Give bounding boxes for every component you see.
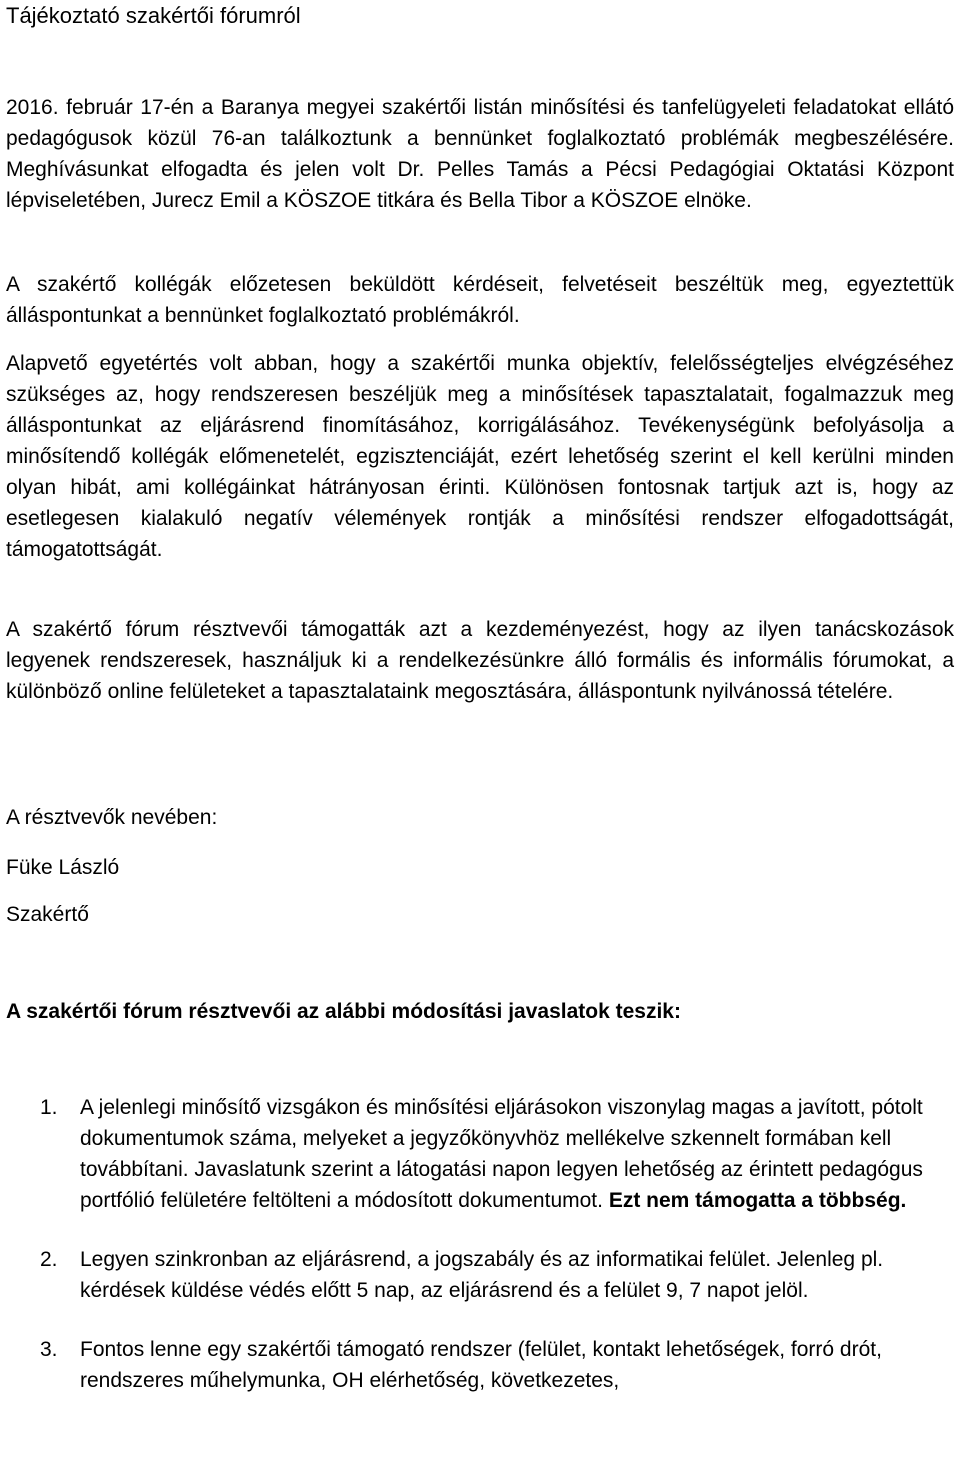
proposal-number: 1. [40,1096,58,1119]
proposals-list [6,1092,954,1396]
proposal-text: Fontos lenne egy szakértői támogató rendszer (felület, kontakt lehetőségek, forró drót, rendszeres műhelymunka, OH elérhetőség, következetes, [80,1338,882,1392]
intro-paragraph: 2016. február 17-én a Baranya megyei szakértői listán minősítési és tanfelügyeleti feladatokat ellátó pedagógusok közül 76-an találkoztunk a bennünket foglalkoztató problémák megbeszélésére. Meghívásunkat elfogadta és jelen volt Dr. Pelles Tamás a Pécsi Pedagógiai Oktatási Központ lépviseletében, Jurecz Emil a KÖSZOE titkára és Bella Tibor a KÖSZOE elnöke. [6,96,954,212]
proposals-heading: A szakértői fórum résztvevői az alábbi módosítási javaslatok teszik: [6,1000,681,1023]
proposal-note: Ezt nem támogatta a többség. [608,1189,907,1212]
proposal-text: A jelenlegi minősítő vizsgákon és minősítési eljárásokon viszonylag magas a javított, pótolt dokumentumok száma, melyeket a jegyzőkönyvhöz mellékelve szkennelt formában kell továbbítani. Javaslatunk szerint a látogatási napon legyen lehetőség az érintett pedagógus portfólió felületére feltölteni a módosított dokumentumot. [80,1096,923,1212]
signature-intro: A résztvevők nevében: [6,806,218,829]
proposal-number: 2. [40,1248,58,1271]
forum-support-paragraph: A szakértő fórum résztvevői támogatták azt a kezdeményezést, hogy az ilyen tanácskozások legyenek rendszeresek, használjuk ki a rendelkezésünkre álló formális és informális fórumokat, a különböző online felületeket a tapasztalataink megosztására, álláspontunk nyilvánossá tételére. [6,618,954,703]
proposal-item [6,1334,954,1396]
discussion-paragraph: A szakértő kollégák előzetesen beküldött kérdéseit, felvetéseit beszéltük meg, egyeztettük álláspontunkat a bennünket foglalkoztató problémákról. [6,273,954,327]
agreement-paragraph: Alapvető egyetértés volt abban, hogy a szakértői munka objektív, felelősségteljes elvégzéséhez szükséges az, hogy rendszeresen beszéljük meg a minősítések tapasztalatait, fogalmazzuk meg álláspontunkat az eljárásrend finomításához, korrigálásához. Tevékenységünk befolyásolja a minősítendő kollégák előmenetelét, egzisztenciáját, ezért lehetőség szerint el kell kerülni minden olyan hibát, ami kollégáinkat hátrányosan érinti. Különösen fontosnak tartjuk azt is, hogy az esetlegesen kialakuló negatív vélemények rontják a minősítési rendszer elfogadottságát, támogatottságát. [6,352,954,561]
proposal-item [6,1244,954,1306]
proposal-item [6,1092,954,1216]
signature-name: Füke László [6,856,120,879]
proposal-text: Legyen szinkronban az eljárásrend, a jogszabály és az informatikai felület. Jelenleg pl. kérdések küldése védés előtt 5 nap, az eljárásrend és a felület 9, 7 napot jelöl. [80,1248,884,1302]
document-title: Tájékoztató szakértői fórumról [6,3,301,28]
proposal-number: 3. [40,1338,58,1361]
signature-role: Szakértő [6,903,89,926]
